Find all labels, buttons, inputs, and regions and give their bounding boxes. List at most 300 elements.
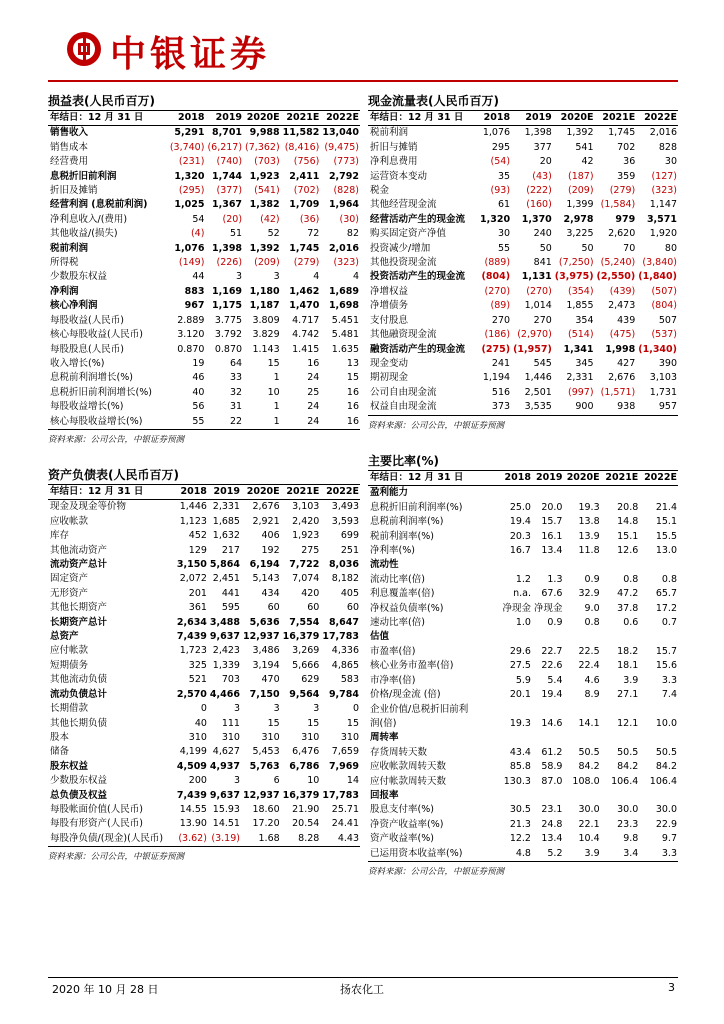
column-header-year: 2018 xyxy=(478,111,511,126)
table-row xyxy=(48,760,360,774)
cell-value: 15 xyxy=(346,372,359,384)
cell-value: (279) xyxy=(293,257,320,269)
cell-value: 21.90 xyxy=(292,803,320,815)
cell-value: 0.7 xyxy=(661,617,677,629)
cell-value: 22.6 xyxy=(541,660,563,672)
cell-value: 967 xyxy=(184,300,205,312)
cell-value xyxy=(500,703,532,717)
row-label: 税前利润 xyxy=(50,242,89,254)
cell-value: 310 xyxy=(301,731,320,743)
cell-value: 1,446 xyxy=(179,501,207,513)
cell-value: (9,475) xyxy=(324,141,359,153)
cell-value: 1,398 xyxy=(211,242,243,254)
row-label: 股息支付率(%) xyxy=(370,804,434,816)
cell-value: (2,550) xyxy=(596,271,636,283)
cell-value: (43) xyxy=(532,170,552,182)
table-row xyxy=(48,141,360,155)
row-label: 所得税 xyxy=(50,257,79,269)
table-row xyxy=(48,242,360,256)
cell-value: 61.2 xyxy=(541,746,563,758)
cell-value: 377 xyxy=(533,141,552,153)
table-row xyxy=(368,818,678,832)
cell-value: 5,291 xyxy=(174,127,205,139)
cell-value: (231) xyxy=(178,156,205,168)
cell-value: 2,676 xyxy=(252,501,280,513)
cell-value xyxy=(639,486,678,501)
cell-value: 2,331 xyxy=(212,501,240,513)
cell-value: 7,554 xyxy=(289,616,320,628)
row-label: 利息覆盖率(倍) xyxy=(370,588,435,600)
table-header-row xyxy=(48,485,360,500)
cell-value: 1,920 xyxy=(649,228,677,240)
cell-value: 4.43 xyxy=(337,832,359,844)
cell-value: 13 xyxy=(346,357,359,369)
cell-value: 4,937 xyxy=(209,760,240,772)
cell-value: 1,392 xyxy=(249,242,280,254)
cell-value: 12,937 xyxy=(242,789,280,801)
cell-value: (1,840) xyxy=(638,271,677,283)
cell-value: 2,423 xyxy=(212,645,240,657)
cell-value: 240 xyxy=(533,228,552,240)
cell-value xyxy=(500,630,532,644)
table-row xyxy=(368,803,678,817)
cell-value: 3,103 xyxy=(649,372,677,384)
column-header-year: 2022E xyxy=(320,485,360,500)
row-label: 存货周转天数 xyxy=(370,746,428,758)
row-label: 短期债务 xyxy=(50,659,89,671)
cell-value: 1,632 xyxy=(212,530,240,542)
cell-value xyxy=(563,630,600,644)
table-header-row xyxy=(48,111,360,126)
cell-value: 20.54 xyxy=(292,818,320,830)
cell-value: 22.5 xyxy=(578,645,600,657)
column-header-year: 2018 xyxy=(500,471,532,486)
cell-value: 4 xyxy=(313,271,320,283)
financial-table xyxy=(368,111,678,415)
cell-value: 87.0 xyxy=(541,775,563,787)
row-label: 税前利润率(%) xyxy=(370,530,434,542)
table-row xyxy=(48,558,360,572)
cell-value: 15.5 xyxy=(655,530,677,542)
table-row xyxy=(48,213,360,227)
cell-value: 1,470 xyxy=(289,300,320,312)
cell-value: (3.62) xyxy=(178,832,207,844)
cell-value: 5.451 xyxy=(331,314,359,326)
cell-value: 0.9 xyxy=(584,573,600,585)
cell-value xyxy=(563,789,600,803)
section-title: 损益表(人民币百万) xyxy=(48,92,360,111)
table-row xyxy=(48,155,360,169)
row-label: 市盈率(倍) xyxy=(370,645,416,657)
cell-value: 40 xyxy=(194,717,207,729)
row-label: 润(倍) xyxy=(370,717,397,729)
cell-value: 3.120 xyxy=(177,329,205,341)
cell-value: 18.2 xyxy=(617,645,639,657)
cell-value: (889) xyxy=(484,257,511,269)
column-header-year: 2021E xyxy=(595,111,637,126)
table-row xyxy=(368,587,678,601)
column-header-year: 2022E xyxy=(636,111,678,126)
column-header-year: 2018 xyxy=(175,485,208,500)
cell-value: 8.28 xyxy=(298,832,320,844)
cell-value: 55 xyxy=(497,242,511,254)
cell-value: 15.7 xyxy=(541,516,563,528)
cell-value: 2,331 xyxy=(566,372,594,384)
header-divider xyxy=(48,80,678,82)
cell-value: 19 xyxy=(192,357,205,369)
cell-value: 19.3 xyxy=(578,501,600,513)
cell-value: 3.3 xyxy=(661,674,677,686)
cell-value: 545 xyxy=(533,357,552,369)
cell-value: 7,969 xyxy=(328,760,359,772)
row-label: 应付帐款 xyxy=(50,645,89,657)
cell-value: (804) xyxy=(481,271,511,283)
row-label: 少数股东权益 xyxy=(50,775,108,787)
cell-value: 3,493 xyxy=(331,501,359,513)
cell-value: 13,040 xyxy=(322,127,359,139)
cell-value: (270) xyxy=(526,285,552,297)
cell-value: 10 xyxy=(267,386,280,398)
table-row xyxy=(368,328,678,342)
cell-value: 1,341 xyxy=(563,343,594,355)
row-label: 息税折旧前利润率(%) xyxy=(370,501,463,513)
cell-value: (804) xyxy=(651,300,677,312)
table-row xyxy=(368,371,678,385)
cell-value: 16,379 xyxy=(282,631,320,643)
cell-value: 3,488 xyxy=(209,616,240,628)
cell-value: 1,320 xyxy=(174,170,205,182)
page-number: 3 xyxy=(668,981,675,994)
cell-value: 2,634 xyxy=(176,616,207,628)
cell-value: 50 xyxy=(539,242,552,254)
cell-value: (270) xyxy=(484,285,511,297)
cell-value: 58.9 xyxy=(541,761,563,773)
row-label: 权益自由现金流 xyxy=(370,401,437,413)
row-label: 经营利润 (息税前利润) xyxy=(50,199,148,211)
row-label: 其他收益/(损失) xyxy=(50,228,118,240)
column-header-year: 2022E xyxy=(639,471,678,486)
cell-value: 3 xyxy=(313,703,320,715)
table-row xyxy=(48,644,360,658)
cell-value: 390 xyxy=(658,357,677,369)
table-row xyxy=(48,616,360,630)
cell-value: (36) xyxy=(299,213,320,225)
table-row xyxy=(368,616,678,630)
section-row xyxy=(368,731,678,745)
cell-value: 595 xyxy=(221,602,240,614)
cell-value: 27.1 xyxy=(617,689,639,701)
table-row xyxy=(48,184,360,198)
cell-value: 0.6 xyxy=(623,617,639,629)
column-header-year: 2019 xyxy=(532,471,564,486)
row-label: 回报率 xyxy=(370,789,399,801)
column-header-year: 2019 xyxy=(208,485,241,500)
cell-value: 47.2 xyxy=(617,588,639,600)
cell-value: (541) xyxy=(254,185,280,197)
cell-value: 14.51 xyxy=(212,818,240,830)
table-row xyxy=(48,170,360,184)
cell-value: 5,666 xyxy=(292,659,320,671)
table-row xyxy=(48,817,360,831)
cell-value xyxy=(500,486,532,501)
cell-value: 64 xyxy=(229,357,243,369)
cell-value: 1,370 xyxy=(521,213,552,225)
table-row xyxy=(48,256,360,270)
row-label: 净利息费用 xyxy=(370,156,418,168)
row-label: 融资活动产生的现金流 xyxy=(370,343,466,355)
column-header-year: 2018 xyxy=(168,111,206,126)
cell-value: 2,501 xyxy=(524,386,552,398)
cell-value: 3.775 xyxy=(214,314,243,326)
cell-value xyxy=(601,558,640,572)
cell-value: 9,637 xyxy=(209,631,240,643)
cell-value: 1,169 xyxy=(211,285,243,297)
table-row xyxy=(368,227,678,241)
cell-value: 1,339 xyxy=(212,659,240,671)
cell-value: 2,978 xyxy=(563,213,594,225)
cell-value: 80 xyxy=(664,242,677,254)
table-row xyxy=(368,285,678,299)
cell-value: 0.8 xyxy=(584,617,600,629)
cell-value: 65.7 xyxy=(655,588,677,600)
brand-name: 中银证券 xyxy=(110,34,271,75)
cell-value: 1.68 xyxy=(258,832,280,844)
cell-value: 32.9 xyxy=(578,588,600,600)
cell-value: 0.9 xyxy=(547,617,563,629)
cell-value xyxy=(563,703,600,717)
cell-value: 1 xyxy=(273,415,280,427)
table-row xyxy=(368,299,678,313)
cell-value: 5.9 xyxy=(515,674,531,686)
table-row xyxy=(48,572,360,586)
table-row xyxy=(48,314,360,328)
row-label: 流动比率(倍) xyxy=(370,573,425,585)
cell-value: 521 xyxy=(188,674,207,686)
cell-value: 1,382 xyxy=(249,199,280,211)
table-row xyxy=(48,774,360,788)
table-row xyxy=(48,601,360,615)
cell-value: 16 xyxy=(346,401,359,413)
cell-value: 8,036 xyxy=(328,559,359,571)
table-row xyxy=(48,343,360,357)
row-label: 核心每股收益(人民币) xyxy=(50,329,143,341)
table-row xyxy=(368,688,678,702)
cell-value: 2,620 xyxy=(608,228,636,240)
cell-value: 4,336 xyxy=(331,645,359,657)
row-label: 净利润 xyxy=(50,285,79,297)
cell-value: 3,593 xyxy=(331,515,359,527)
cell-value: 22.7 xyxy=(541,645,563,657)
row-label: 库存 xyxy=(50,530,70,542)
cell-value: 84.2 xyxy=(617,761,639,773)
cell-value: 14 xyxy=(346,775,359,787)
cell-value: 434 xyxy=(261,587,280,599)
cell-value: 15.1 xyxy=(655,516,677,528)
cell-value: 4,865 xyxy=(331,659,359,671)
column-header-year: 2021E xyxy=(601,471,640,486)
cell-value: 3 xyxy=(273,703,280,715)
column-header-year: 2020E xyxy=(243,111,281,126)
cell-value: 420 xyxy=(301,587,320,599)
cell-value: 13.4 xyxy=(541,833,563,845)
cell-value: 957 xyxy=(658,401,677,413)
cell-value: 30.0 xyxy=(617,804,639,816)
cell-value: 16.1 xyxy=(541,530,563,542)
table-row xyxy=(368,184,678,198)
cell-value: 470 xyxy=(261,674,280,686)
cell-value: 21.4 xyxy=(655,501,677,513)
table-row xyxy=(368,602,678,616)
cell-value: 9.7 xyxy=(661,833,677,845)
balance-sheet-panel xyxy=(48,466,360,864)
cell-value: 15.6 xyxy=(655,660,677,672)
table-row xyxy=(368,141,678,155)
cell-value: 883 xyxy=(184,285,205,297)
table-row xyxy=(48,285,360,299)
cell-value xyxy=(563,731,600,745)
table-row xyxy=(48,400,360,414)
page-header xyxy=(0,0,724,80)
cell-value: 583 xyxy=(340,674,359,686)
row-label: 净权益负债率(%) xyxy=(370,602,444,614)
cell-value: 17,783 xyxy=(322,789,359,801)
column-header-year: 2019 xyxy=(511,111,553,126)
cell-value: 5,143 xyxy=(252,573,280,585)
cell-value: (42) xyxy=(260,213,280,225)
cell-value: (2,970) xyxy=(517,329,552,341)
table-row xyxy=(368,832,678,846)
row-label: 核心每股收益增长(%) xyxy=(50,415,143,427)
cell-value: 9,784 xyxy=(328,688,359,700)
cell-value: 1,175 xyxy=(211,300,243,312)
row-label: 流动资产总计 xyxy=(50,559,108,571)
table-row xyxy=(368,775,678,789)
cell-value: 18.60 xyxy=(252,803,280,815)
cell-value: 1.635 xyxy=(331,343,359,355)
cell-value: 16.7 xyxy=(509,545,531,557)
cell-value: 50.5 xyxy=(617,746,639,758)
cell-value: 1,462 xyxy=(289,285,320,297)
table-row xyxy=(368,357,678,371)
cell-value: 1,367 xyxy=(211,199,243,211)
cell-value: 12.2 xyxy=(509,833,531,845)
cell-value: 629 xyxy=(301,674,320,686)
cell-value: 241 xyxy=(491,357,511,369)
cell-value: (275) xyxy=(481,343,511,355)
row-label: 运营资本变动 xyxy=(370,170,428,182)
table-row xyxy=(48,587,360,601)
table-row xyxy=(48,832,360,846)
cell-value: 406 xyxy=(261,530,280,542)
row-label: 每股收益(人民币) xyxy=(50,314,124,326)
cell-value: 5,763 xyxy=(249,760,280,772)
cell-value: 20 xyxy=(539,156,552,168)
row-label: 净利息收入/(费用) xyxy=(50,213,128,225)
cell-value: 310 xyxy=(261,731,280,743)
cell-value: 2,016 xyxy=(649,127,677,139)
cell-value: 373 xyxy=(491,401,511,413)
row-label: 核心业务市盈率(倍) xyxy=(370,660,454,672)
cell-value: 1,392 xyxy=(566,127,594,139)
cell-value: 13.8 xyxy=(578,516,600,528)
cell-value: (3,740) xyxy=(169,141,205,153)
cell-value: 2.889 xyxy=(177,314,205,326)
cell-value: 23.1 xyxy=(541,804,563,816)
cell-value: 1,446 xyxy=(524,372,552,384)
report-date: 2020 年 10 月 28 日 xyxy=(52,983,159,996)
table-row xyxy=(368,746,678,760)
cell-value: 201 xyxy=(188,587,207,599)
table-row xyxy=(368,847,678,861)
row-label: 资产收益率(%) xyxy=(370,833,434,845)
cell-value: 5,864 xyxy=(209,559,240,571)
cell-value: 46 xyxy=(192,372,205,384)
cell-value: (54) xyxy=(490,156,511,168)
cell-value: 8.9 xyxy=(584,689,600,701)
cell-value: 1,723 xyxy=(179,645,207,657)
table-row xyxy=(48,515,360,529)
cell-value: 7,439 xyxy=(176,631,207,643)
table-row xyxy=(368,703,678,717)
row-label: 周转率 xyxy=(370,732,399,744)
cell-value: (3,840) xyxy=(642,257,677,269)
cell-value: 30 xyxy=(664,156,677,168)
cell-value: 29.6 xyxy=(509,645,531,657)
cell-value: 56 xyxy=(192,401,205,413)
cell-value: 1,014 xyxy=(524,300,552,312)
cell-value: 1,399 xyxy=(566,199,594,211)
cell-value: 1,744 xyxy=(211,170,243,182)
cell-value: 4.8 xyxy=(515,847,531,859)
row-label: 息税折旧前利润 xyxy=(50,170,117,182)
cell-value: 354 xyxy=(575,314,594,326)
cell-value: 7,659 xyxy=(331,746,359,758)
row-label: 企业价值/息税折旧前利 xyxy=(370,703,469,715)
table-row xyxy=(368,674,678,688)
cell-value: (3,975) xyxy=(554,271,594,283)
cell-value: 60 xyxy=(267,602,280,614)
column-header-label: 年结日：12 月 31 日 xyxy=(368,471,500,486)
cell-value: (756) xyxy=(293,156,320,168)
key-ratios-panel xyxy=(368,452,678,879)
cell-value: 702 xyxy=(617,141,636,153)
cell-value xyxy=(639,731,678,745)
cell-value: 4.742 xyxy=(292,329,320,341)
income-statement-panel xyxy=(48,92,360,447)
cell-value: 1,131 xyxy=(521,271,552,283)
cell-value: (323) xyxy=(333,257,359,269)
cell-value xyxy=(639,703,678,717)
cell-value: 129 xyxy=(188,544,207,556)
cell-value: 130.3 xyxy=(503,775,531,787)
cell-value: 16 xyxy=(307,357,320,369)
cell-value: 1.2 xyxy=(515,573,531,585)
cell-value: 13.0 xyxy=(655,545,677,557)
cell-value: 0 xyxy=(200,703,207,715)
cell-value: 14.1 xyxy=(578,717,600,729)
cell-value: 192 xyxy=(261,544,280,556)
section-title: 主要比率(%) xyxy=(368,452,678,471)
table-row xyxy=(368,515,678,529)
row-label: 其他经营现金流 xyxy=(370,199,437,211)
row-label: 公司自由现金流 xyxy=(370,386,437,398)
cell-value xyxy=(639,630,678,644)
cell-value: 17,783 xyxy=(322,631,359,643)
row-label: 估值 xyxy=(370,631,390,643)
table-row xyxy=(48,227,360,241)
cell-value: (828) xyxy=(333,185,359,197)
cell-value: 3.829 xyxy=(252,329,280,341)
